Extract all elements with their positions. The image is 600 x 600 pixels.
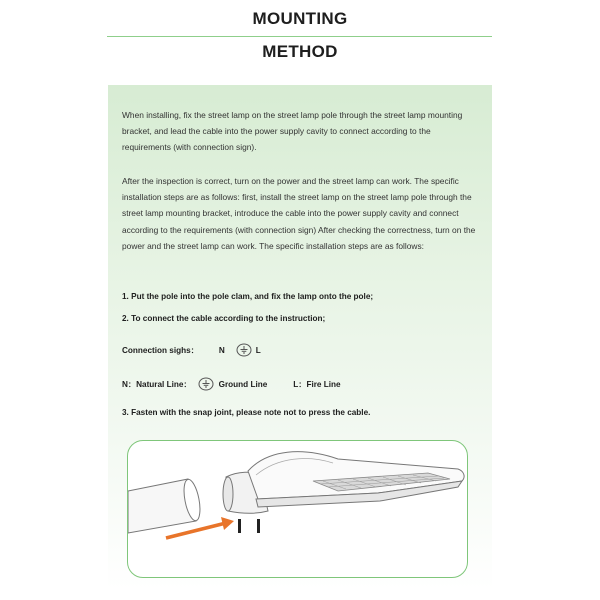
ground-symbol-icon (236, 343, 252, 357)
title-divider (107, 36, 492, 37)
screw-mark (238, 519, 241, 533)
legend-fire-line: L：Fire Line (293, 379, 341, 389)
step-1: 1. Put the pole into the pole clam, and fix the lamp onto the pole; (122, 292, 374, 301)
paragraph-inspection: After the inspection is correct, turn on the power and the street lamp can work. The specific installation steps are as follows: first, install the street lamp on the street lamp pole through the street lamp mounting bracket, introduce the cable into the power supply cavity and connect according to the requirements (with connection sign) After checking the correctness, turn on the power and the street lamp can work. The specific installation steps are as follows: (122, 176, 476, 251)
step-2: 2. To connect the cable according to the instruction; (122, 314, 326, 323)
street-lamp-drawing (128, 441, 467, 577)
connection-n: N (218, 345, 225, 355)
legend-natural-line: N：Natural Line： (122, 379, 192, 389)
connection-l: L (255, 345, 261, 355)
connection-signs-row (122, 343, 261, 357)
step-3: 3. Fasten with the snap joint, please note not to press the cable. (122, 408, 371, 417)
arrow-right-icon (166, 523, 226, 538)
installation-illustration (127, 440, 468, 578)
arrow-head (221, 517, 234, 530)
page-title-line1: MOUNTING (252, 9, 348, 28)
connection-signs-label: Connection sighs： (122, 345, 199, 355)
ground-symbol-icon (198, 377, 214, 391)
paragraph-intro: When installing, fix the street lamp on the street lamp pole through the street lamp mounting bracket, and lead the cable into the power supply cavity to connect according to the requirements (with connection sign). (122, 110, 463, 153)
page-title-line2: METHOD (262, 42, 338, 61)
legend-ground-line: Ground Line (218, 379, 268, 389)
legend-row (122, 377, 341, 391)
screw-mark (257, 519, 260, 533)
